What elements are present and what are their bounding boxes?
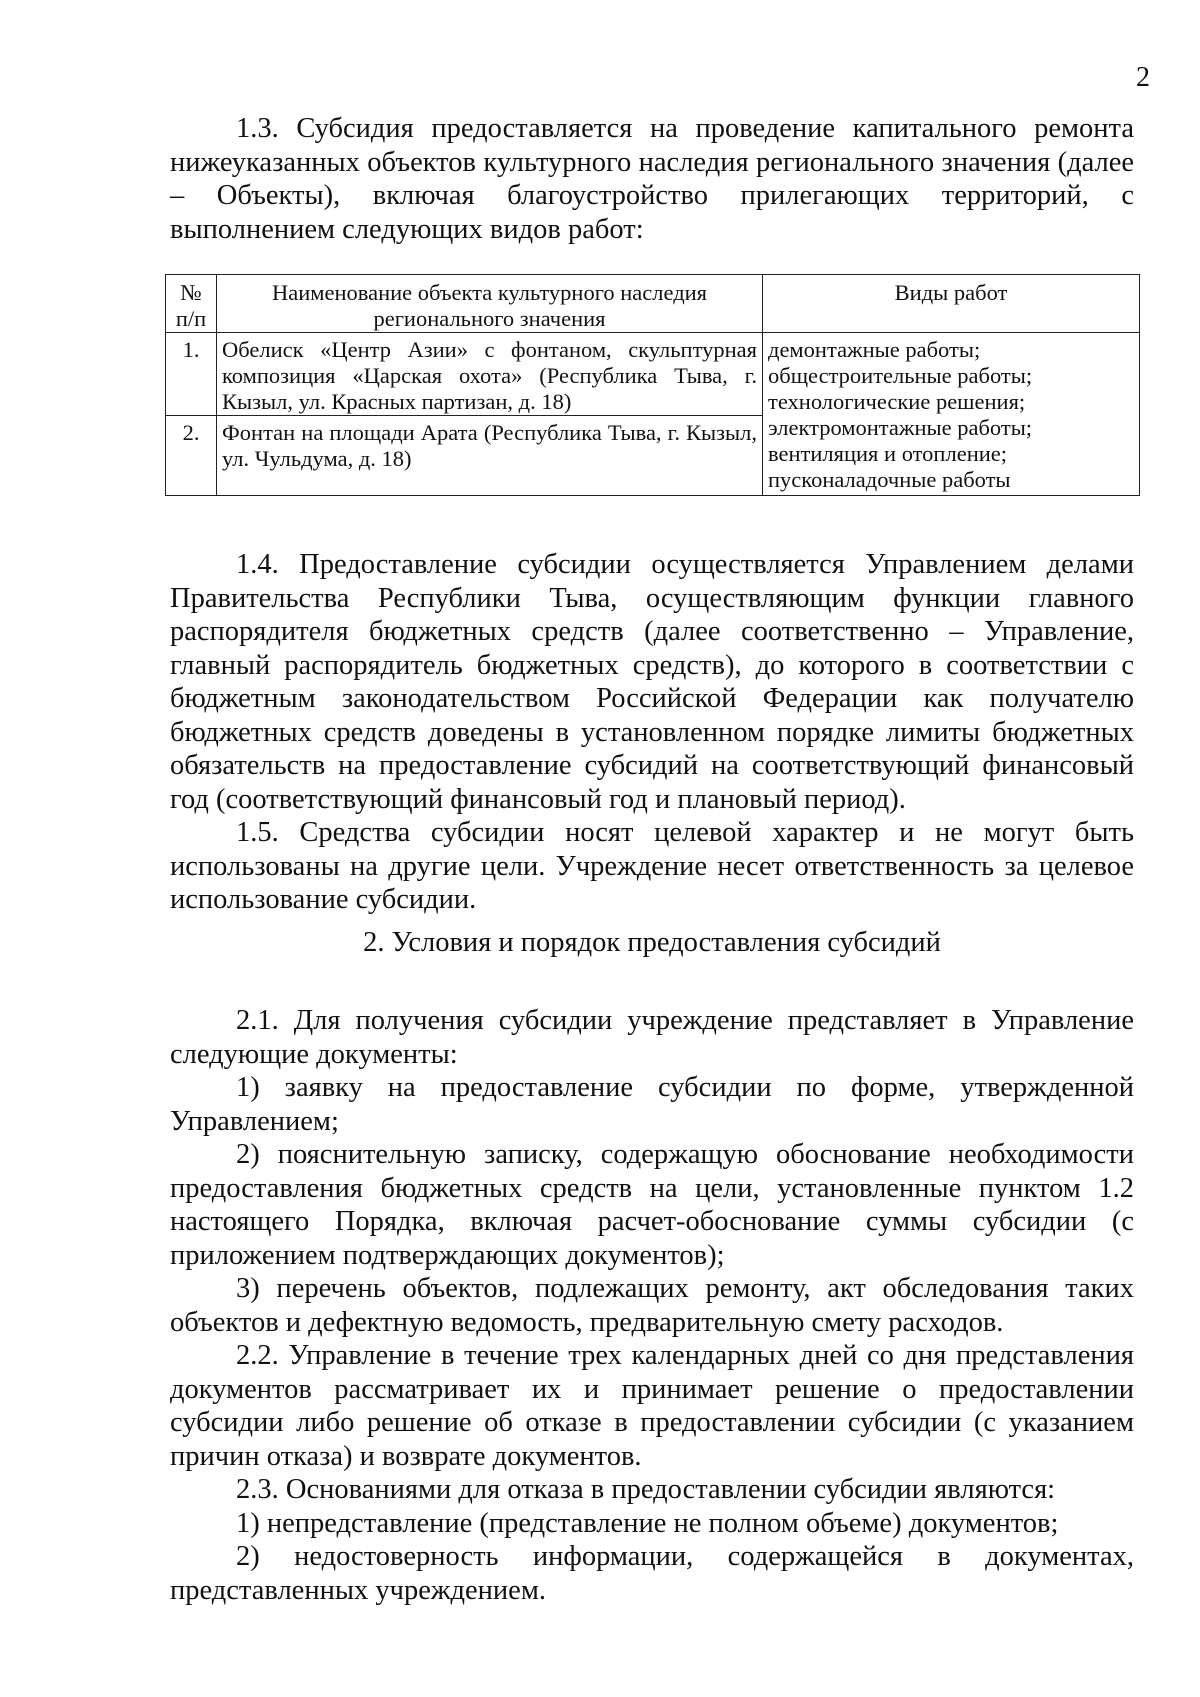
table-cell-name: Обелиск «Центр Азии» с фонтаном, скульптурная композиция «Царская охота» (Республика Тыва, г. Кызыл, ул. Красных партизан, д. 18) (217, 333, 763, 416)
table-header-row (166, 275, 1140, 333)
paragraph-2-1: 2.1. Для получения субсидии учреждение представляет в Управление следующие документы: (170, 1005, 1134, 1070)
paragraph-2-3: 2.3. Основаниями для отказа в предоставлении субсидии являются: (236, 1474, 1056, 1505)
paragraph-2-3-item-1: 1) непредставление (представление не полном объеме) документов; (236, 1507, 1059, 1539)
work-item: вентиляция и отопление; (768, 441, 1008, 466)
table-row (166, 333, 1140, 416)
section-2-title: 2. Условия и порядок предоставления субсидий (363, 927, 941, 958)
page-number: 2 (1136, 62, 1150, 93)
works-table (165, 274, 1140, 496)
paragraph-2-3-item-2: 2) недостоверность информации, содержащейся в документах, представленных учреждением. (170, 1541, 1134, 1606)
paragraph-2-1-item-2: 2) пояснительную записку, содержащую обоснование необходимости предоставления бюджетных средств на цели, установленные пунктом 1.2 настоящего Порядка, включая расчет-обоснование суммы субсидии (с приложением подтверждающих документов); (170, 1139, 1134, 1271)
section-2-body (170, 1004, 1134, 1607)
paragraph-2-2: 2.2. Управление в течение трех календарных дней со дня представления документов рассматривает их и принимает решение о предоставлении субсидии либо решение об отказе в предоставлении субсидии (с указанием причин отказа) и возврате документов. (170, 1340, 1134, 1472)
paragraph-1-3: 1.3. Субсидия предоставляется на проведение капитального ремонта нижеуказанных объектов культурного наследия регионального значения (далее – Объекты), включая благоустройство прилегающих территорий, с выполнением следующих видов работ: (170, 113, 1134, 245)
paragraphs-1-4-1-5 (170, 548, 1134, 917)
work-item: общестроительные работы; (768, 363, 1033, 388)
table-header-name: Наименование объекта культурного наследия регионального значения (217, 275, 763, 333)
table-cell-works (763, 333, 1140, 496)
table-cell-num: 2. (166, 416, 217, 496)
table-header-num: № п/п (166, 275, 217, 333)
paragraph-1-5: 1.5. Средства субсидии носят целевой характер и не могут быть использованы на другие цели. Учреждение несет ответственность за целевое использование субсидии. (170, 817, 1134, 915)
table-cell-num: 1. (166, 333, 217, 416)
work-item: электромонтажные работы; (768, 415, 1033, 440)
paragraph-2-1-item-3: 3) перечень объектов, подлежащих ремонту, акт обследования таких объектов и дефектную ведомость, предварительную смету расходов. (170, 1273, 1134, 1338)
work-item: пусконаладочные работы (768, 467, 1011, 492)
table-cell-name: Фонтан на площади Арата (Республика Тыва, г. Кызыл, ул. Чульдума, д. 18) (217, 416, 763, 496)
paragraph-1-4: 1.4. Предоставление субсидии осуществляется Управлением делами Правительства Республики Тыва, осуществляющим функции главного распорядителя бюджетных средств (далее соответственно – Управление, главный распорядитель бюджетных средств), до которого в соответствии с бюджетным законодательством Российской Федерации как получателю бюджетных средств доведены в установленном порядке лимиты бюджетных обязательств на предоставление субсидий на соответствующий финансовый год (соответствующий финансовый год и плановый период). (170, 549, 1134, 815)
work-item: технологические решения; (768, 389, 1026, 414)
paragraph-1-3-block (170, 112, 1134, 246)
work-item: демонтажные работы; (768, 337, 981, 362)
table-header-works: Виды работ (763, 275, 1140, 333)
paragraph-2-1-item-1: 1) заявку на предоставление субсидии по форме, утвержденной Управлением; (170, 1072, 1134, 1137)
